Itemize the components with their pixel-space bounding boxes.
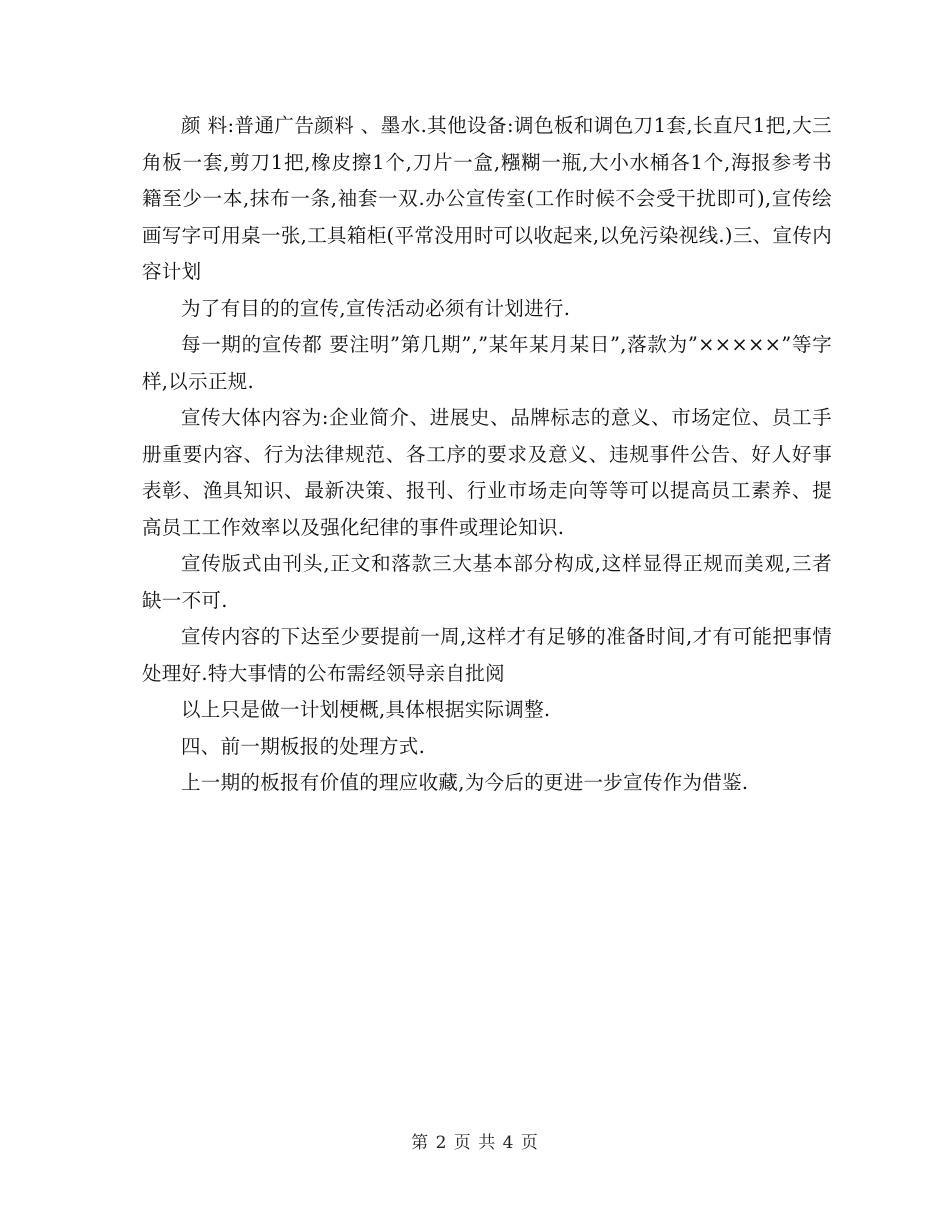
document-body [142,108,832,802]
section-heading-previous-issue: 四、前一期板报的处理方式. [181,734,426,758]
page-number-footer: 第 2 页 共 4 页 [411,1133,539,1153]
paragraph-layout-format: 宣传版式由刊头,正文和落款三大基本部分构成,这样显得正规而美观,三者缺一不可. [142,552,832,612]
paragraph-materials: 颜 料:普通广告颜料 、墨水.其他设备:调色板和调色刀1套,长直尺1把,大三角板一套,剪刀1把,橡皮擦1个,刀片一盒,糨糊一瓶,大小水桶各1个,海报参考书籍至少一本,抹布一条,袖套一双.办公宣传室(工作时候不会受干扰即可),宣传绘画写字可用桌一张,工具箱柜(平常没用时可以收起来,以免污染视线.)三、宣传内容计划 [142,114,832,283]
paragraph-plan-outline: 以上只是做一计划梗概,具体根据实际调整. [181,698,551,721]
paragraph-content-scope: 宣传大体内容为:企业简介、进展史、品牌标志的意义、市场定位、员工手册重要内容、行为法律规范、各工序的要求及意义、违规事件公告、好人好事表彰、渔具知识、最新决策、报刊、行业市场走向等等可以提高员工素养、提高员工工作效率以及强化纪律的事件或理论知识. [142,406,832,539]
paragraph-issue-marking: 每一期的宣传都 要注明”第几期”,”某年某月某日”,落款为”×××××”等字样,以示正规. [142,333,832,393]
paragraph-plan-purpose: 为了有目的的宣传,宣传活动必须有计划进行. [181,296,571,320]
paragraph-advance-notice: 宣传内容的下达至少要提前一周,这样才有足够的准备时间,才有可能把事情处理好.特大事情的公布需经领导亲自批阅 [142,625,832,685]
paragraph-archive: 上一期的板报有价值的理应收藏,为今后的更进一步宣传作为借鉴. [181,771,749,794]
